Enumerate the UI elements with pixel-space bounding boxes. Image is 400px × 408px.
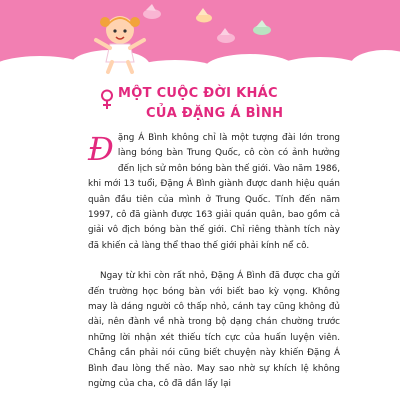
title-line-1: MỘT CUỘC ĐỜI KHÁC (118, 86, 278, 101)
bird-icon (253, 20, 271, 35)
drop-cap: Đ (88, 130, 114, 168)
bird-icon (217, 28, 235, 43)
header-illustration (0, 0, 400, 80)
bird-icon (143, 4, 161, 19)
paragraph-2: Ngay từ khi còn rất nhỏ, Đặng Á Bình đã được cha gửi đến trường học bóng bàn với biết bao kỳ vọng. Không may là dáng người cô thấp nhỏ, cánh tay cũng không đủ dài, nên đành về nhà trong bộ dạng chán chường trước những lời nhận xét thiếu tích cực của huấn luyện viên. Chẳng cần phải nói cũng biết chuyện này khiến Đặng Á Bình đau lòng thế nào. May sao nhờ sự khích lệ không ngừng của cha, cô đã dần lấy lại (88, 271, 340, 390)
female-symbol-icon (100, 89, 114, 111)
paragraph-1 (88, 131, 340, 254)
article-body (88, 131, 340, 408)
paragraph-1-text: ặng Á Bình không chỉ là một tượng đài lớn trong làng bóng bàn Trung Quốc, cô còn có ảnh hưởng đến lịch sử môn bóng bàn thế giới. Vào năm 1986, khi mới 13 tuổi, Đặng Á Bình giành được danh hiệu quán quân đầu tiên của mình ở Trung Quốc. Tính đến năm 1997, cô đã giành được 163 giải quán quân, bao gồm cả giải vô địch bóng bàn thế giới. Chỉ riêng thành tích này đã khiến cả làng thể thao thế giới phải kính nể cô. (88, 133, 340, 251)
cloud-decoration (0, 50, 400, 80)
title-line-2: CỦA ĐẶNG Á BÌNH (146, 106, 284, 121)
bird-icon (196, 8, 212, 23)
header-banner (0, 0, 400, 80)
